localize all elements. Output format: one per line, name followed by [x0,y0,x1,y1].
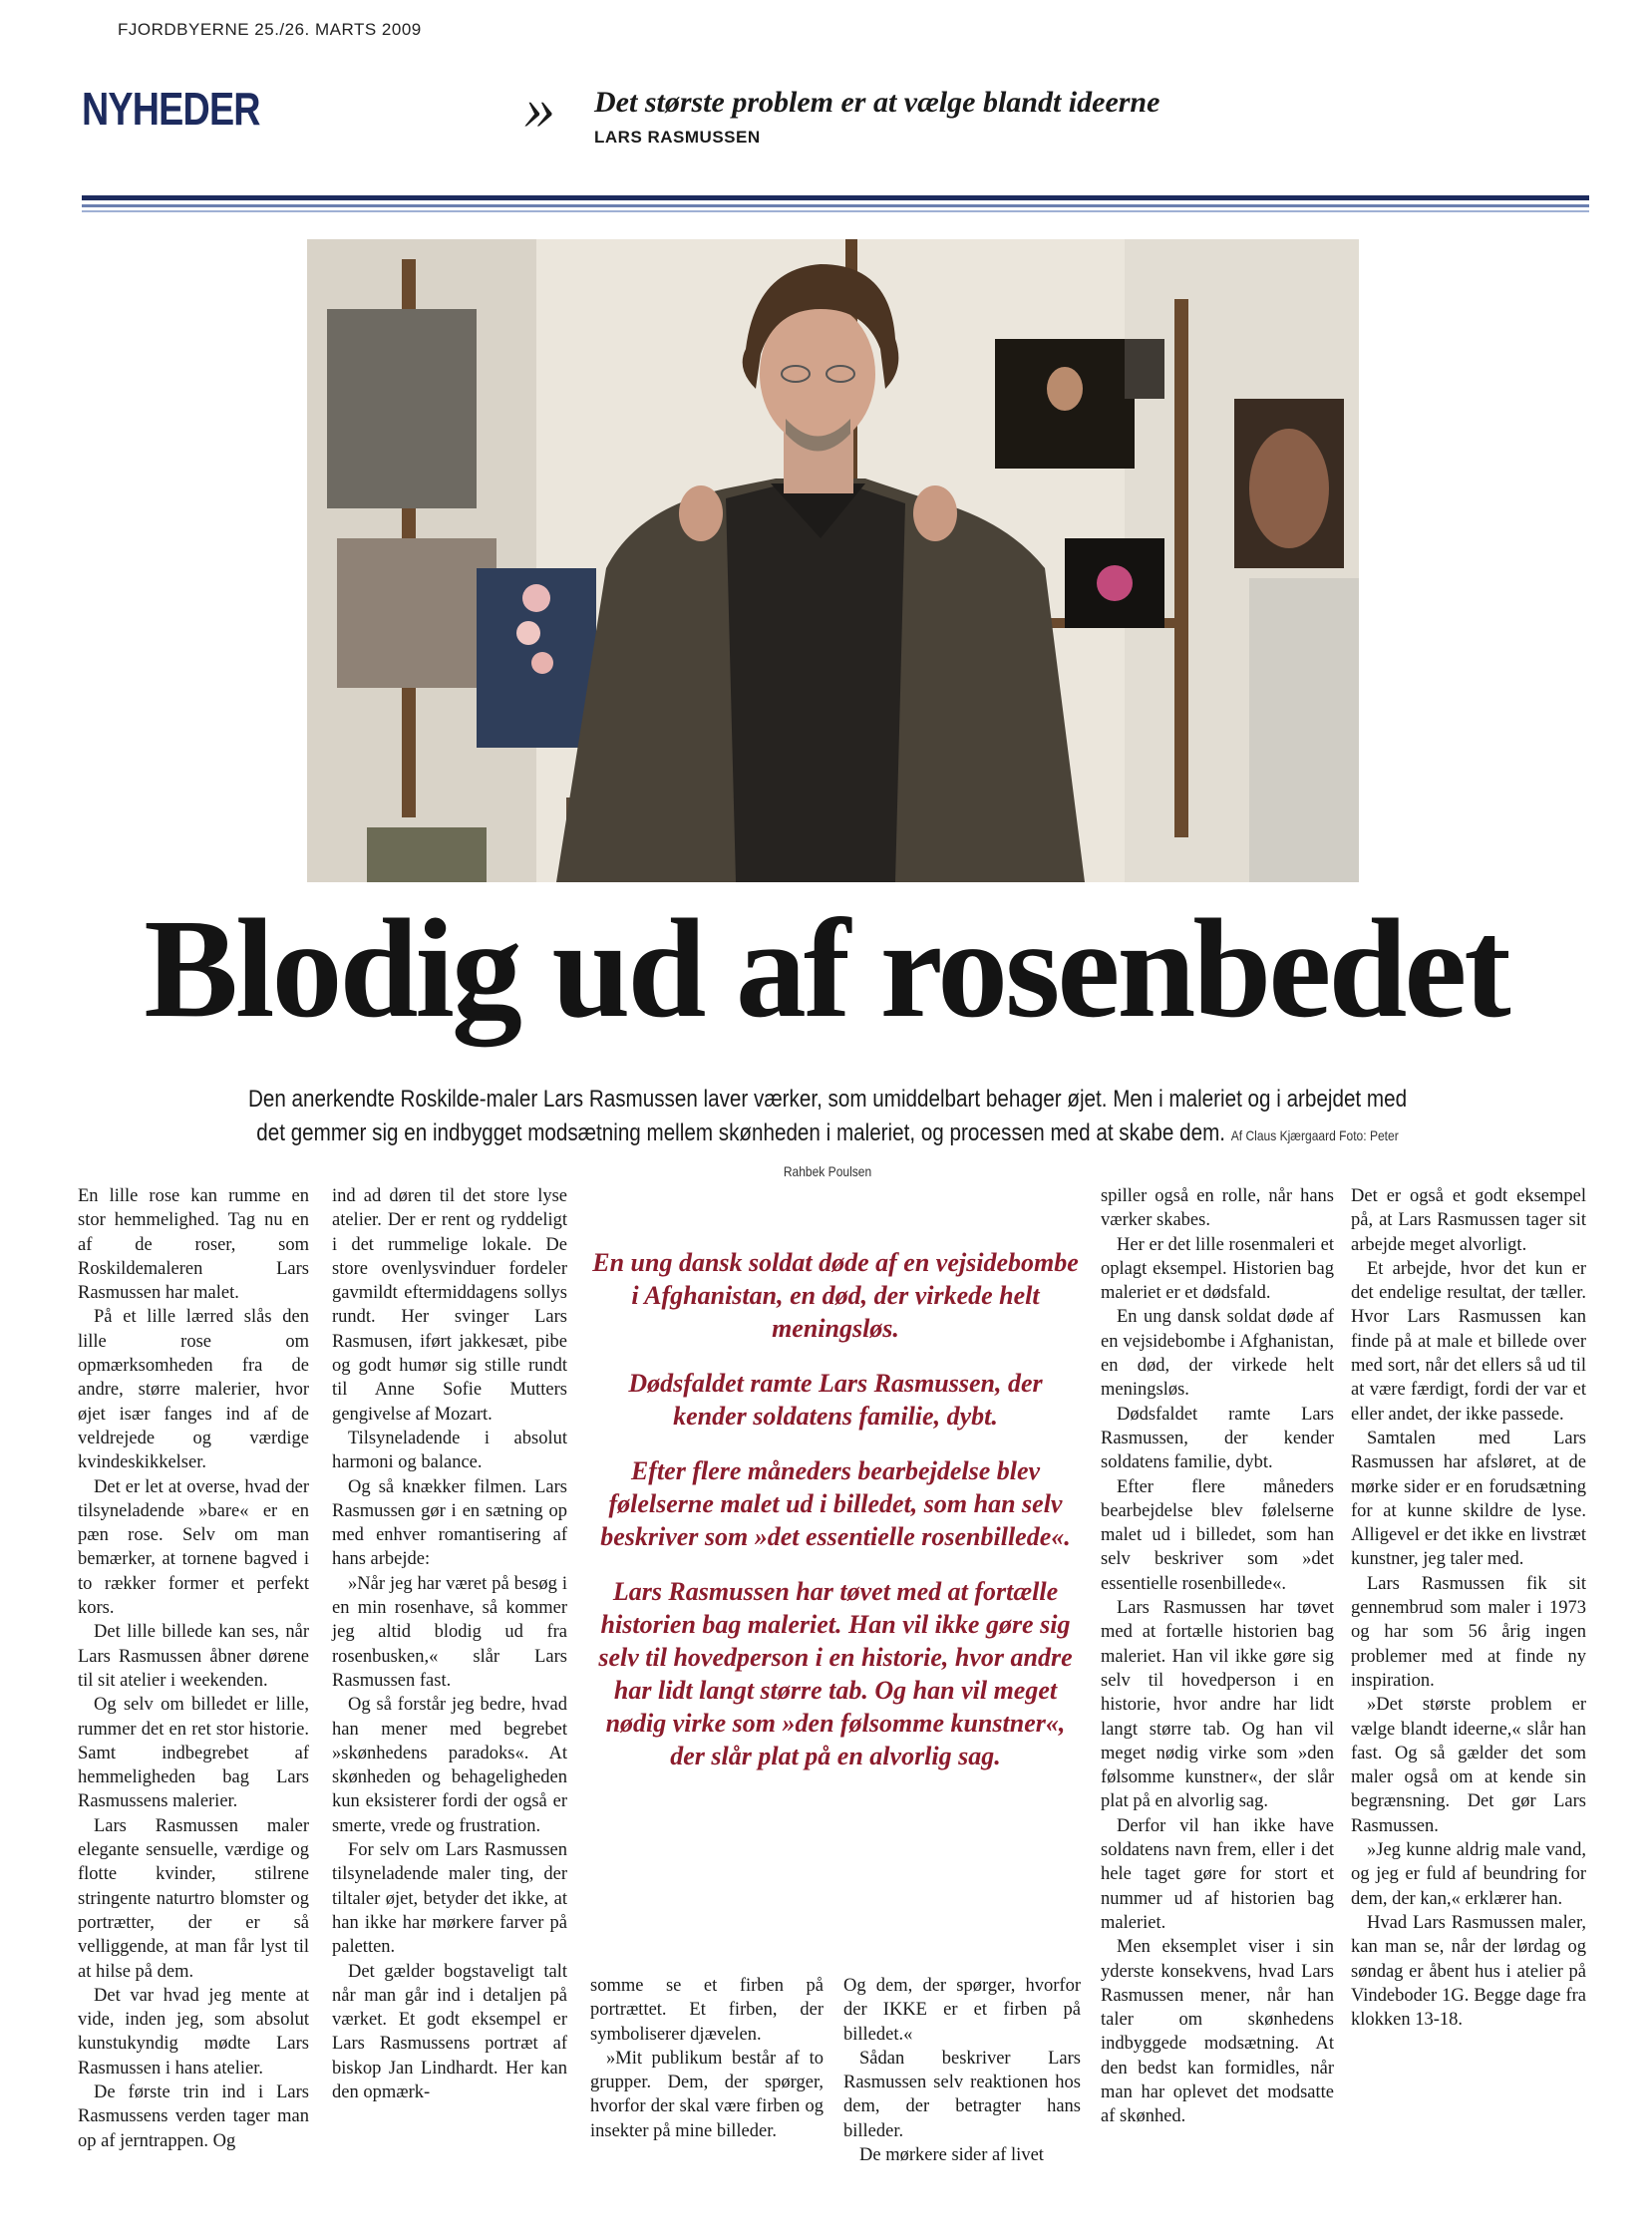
pull-quote-paragraph: Efter flere måneders bearbejdelse blev følelserne malet ud i billedet, som han selv beskriver som »det essentielle rosenbillede«. [600,1456,1071,1551]
paragraph: Det er også et godt eksempel på, at Lars Rasmussen tager sit arbejde meget alvorligt. [1351,1186,1586,1255]
paragraph: Og så forstår jeg bedre, hvad han mener med begrebet »skønhedens paradoks«. At skønheden og behageligheden kun eksisterer fordi der også er smerte, vrede og frustration. [332,1695,567,1836]
paragraph: Lars Rasmussen maler elegante sensuelle, værdige og flotte kvinder, stilrene stringente naturtro blomster og portrætter, der er så velliggende, at man får lyst til at hilse på dem. [78,1815,309,1982]
paragraph: »Mit publikum består af to grupper. Dem, der spørger, hvorfor der skal være firben og insekter på mine billeder. [590,2048,824,2141]
paragraph: ind ad døren til det store lyse atelier. Der er rent og ryddeligt i det rummelige lokale. De store ovenlysvinduer fordeler gavmildt eftermiddagens sollys rundt. Her svinger Lars Rasmusen, iført jakkesæt, pibe og godt humør sig stille rundt til Anne Sofie Mutters gengivelse af Mozart. [332,1186,567,1425]
headline: Blodig ud af rosenbedet [144,889,1508,1047]
pull-quote-paragraph: En ung dansk soldat døde af en vejsidebombe i Afghanistan, en død, der virkede helt meningsløs. [592,1248,1079,1343]
paragraph: En ung dansk soldat døde af en vejsidebombe i Afghanistan, en død, der virkede helt meningsløs. [1101,1307,1334,1401]
paragraph: Samtalen med Lars Rasmussen har afsløret, at de mørke sider er en forudsætning for at kunne skildre de lyse. Alligevel er det ikke en livstræt kunstner, jeg taler med. [1351,1428,1586,1570]
column-2 [332,1184,567,2104]
header-rule [82,195,1589,200]
paragraph: De første trin ind i Lars Rasmussens verden tager man op af jerntrappen. Og [78,2081,309,2151]
deck [150,1083,1505,1188]
byline: Af Claus Kjærgaard Foto: Peter Rahbek Poulsen [783,1127,1399,1179]
paragraph: Og selv om billedet er lille, rummer det en ret stor historie. Samt indbegrebet af hemmeligheden bag Lars Rasmussens malerier. [78,1695,309,1812]
dateline: FJORDBYERNE 25./26. MARTS 2009 [118,20,422,39]
paragraph: Et arbejde, hvor det kun er det endelige resultat, der tæller. Hvor Lars Rasmussen kan finde på at male et billede over med sort, når det ellers så ud til at være færdigt, fordi der var et eller andet, der ikke passede. [1351,1258,1586,1425]
paragraph: Det var hvad jeg mente at vide, inden jeg, som absolut kunstukyndig mødte Lars Rasmussen i hans atelier. [78,1985,309,2079]
deck-text: Den anerkendte Roskilde-maler Lars Rasmussen laver værker, som umiddelbart behager øjet. Men i maleriet og i arbejdet med det gemmer sig en indbygget modsætning mellem skønheden i maleriet, og processen med at skabe dem. [247,1086,1408,1146]
paragraph: Lars Rasmussen fik sit gennembrud som maler i 1973 og har som 56 årig ingen problemer med at finde ny inspiration. [1351,1573,1586,1691]
pull-quote-paragraph: Lars Rasmussen har tøvet med at fortælle historien bag maleriet. Han vil ikke gøre sig selv til hovedperson i en historie, hvor andre har lidt langt større tab. Og han vil meget nødig virke som »den følsomme kunstner«, der slår plat på en alvorlig sag. [598,1577,1073,1770]
column-3 [590,1974,824,2143]
paragraph: En lille rose kan rumme en stor hemmelighed. Tag nu en af de roser, som Roskildemaleren Lars Rasmussen har malet. [78,1186,309,1304]
paragraph: Det gælder bogstaveligt talt når man går ind i detaljen på værket. Et godt eksempel er Lars Rasmussens portræt af biskop Jan Lindhardt. Her kan den opmærk- [332,1961,567,2102]
paragraph: Tilsyneladende i absolut harmoni og balance. [332,1428,567,1473]
header-rule-secondary [82,204,1589,207]
column-4 [843,1974,1081,2167]
paragraph: Sådan beskriver Lars Rasmussen selv reaktionen hos dem, der betragter hans billeder. [843,2048,1081,2141]
pull-quote [590,1246,1081,1794]
paragraph: Efter flere måneders bearbejdelse blev følelserne malet ud i billedet, som han selv beskriver som »det essentielle rosenbillede«. [1101,1476,1334,1594]
paragraph: »Det største problem er vælge blandt ideerne,« slår han fast. Og så gælder det som maler også om at kende sin begrænsning. Det gør Lars Rasmussen. [1351,1695,1586,1836]
paragraph: Her er det lille rosenmaleri et oplagt eksempel. Historien bag maleriet er et dødsfald. [1101,1234,1334,1304]
header-rule-tertiary [82,210,1589,212]
paragraph: somme se et firben på portrættet. Et firben, der symboliserer djævelen. [590,1976,824,2045]
paragraph: Dødsfaldet ramte Lars Rasmussen, der kender soldatens familie, dybt. [1101,1404,1334,1473]
paragraph: Hvad Lars Rasmussen maler, kan man se, når der lørdag og søndag er åbent hus i atelier på Vindeboder 1G. Begge dage fra klokken 13-18. [1351,1912,1586,2031]
paragraph: Derfor vil han ikke have soldatens navn frem, eller i det hele taget gøre for stort et nummer ud af historien bag maleriet. [1101,1815,1334,1933]
paragraph: Det er let at overse, hvad der tilsyneladende »bare« er en pæn rose. Selv om man bemærker, at tornene bagved i to rækker former et perfekt kors. [78,1476,309,1619]
paragraph: Det lille billede kan ses, når Lars Rasmussen åbner dørene til sit atelier i weekenden. [78,1622,309,1691]
paragraph: På et lille lærred slås den lille rose om opmærksomheden fra de andre, større malerier, hvor øjet især fanges ind af de veldrejede og værdige kvindeskikkelser. [78,1307,309,1473]
teaser-quote: Det største problem er at vælge blandt ideerne [594,86,1160,119]
column-5 [1101,1184,1334,2129]
paragraph: spiller også en rolle, når hans værker skabes. [1101,1186,1334,1231]
paragraph: For selv om Lars Rasmussen tilsyneladende maler ting, der tiltaler øjet, betyder det ikke, at han ikke har mørkere farver på paletten. [332,1840,567,1958]
paragraph: Og dem, der spørger, hvorfor der IKKE er et firben på billedet.« [843,1976,1081,2045]
paragraph: »Når jeg har været på besøg i en min rosenhave, så kommer jeg altid blodig ud fra rosenbusken,« slår Lars Rasmussen fast. [332,1573,567,1691]
paragraph: Men eksemplet viser i sin yderste konsekvens, hvad Lars Rasmussen mener, når han taler om skønhedens indbyggede modsætning. At den bedst kan formidles, når man har oplevet det modsatte af skønhed. [1101,1937,1334,2127]
column-1 [78,1184,309,2153]
article-photo [307,239,1359,882]
paragraph: Og så knækker filmen. Lars Rasmussen gør i en sætning op med enhver romantisering af hans arbejde: [332,1476,567,1570]
section-label: NYHEDER [82,83,260,135]
paragraph: De mørkere sider af livet [859,2145,1044,2166]
paragraph: Lars Rasmussen har tøvet med at fortælle historien bag maleriet. Han vil ikke gøre sig selv til hovedperson i en historie, hvor andre har lidt langt større tab. Og han vil meget nødig virke som »den følsomme kunstner«, der slår plat på en alvorlig sag. [1101,1598,1334,1812]
quote-mark: » [524,75,555,143]
teaser-quote-author: LARS RASMUSSEN [594,128,761,147]
paragraph: »Jeg kunne aldrig male vand, og jeg er fuld af beundring for dem, der kan,« erklærer han. [1351,1840,1586,1909]
pull-quote-paragraph: Dødsfaldet ramte Lars Rasmussen, der kender soldatens familie, dybt. [628,1369,1043,1431]
column-6 [1351,1184,1586,2032]
